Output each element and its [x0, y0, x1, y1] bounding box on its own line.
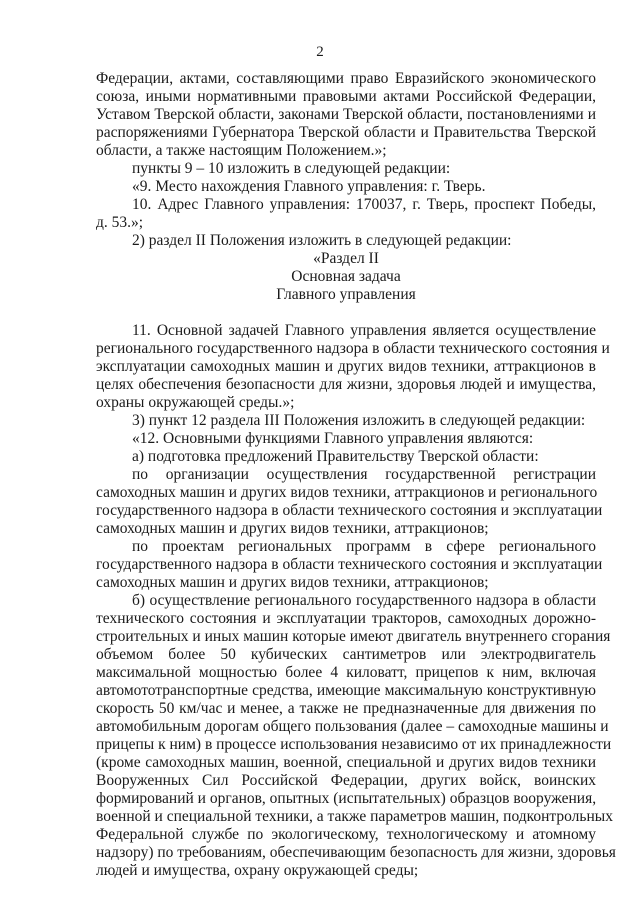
text-line: автомобильным дорогам общего пользования (далее – самоходные машины и [96, 718, 609, 735]
text-line: самоходных машин и других видов техники, аттракционов; [96, 574, 489, 591]
text-line: государственного надзора в области технического состояния и эксплуатации [96, 556, 603, 573]
text-line: «12. Основными функциями Главного управления являются: [132, 430, 534, 447]
text-line: формирований и органов, опытных (испытательных) образцов вооружения, [96, 790, 597, 807]
text-line: Основная задача [291, 268, 401, 285]
text-line: регионального государственного надзора в области технического состояния и [96, 340, 610, 357]
text-line: Уставом Тверской области, законами Тверской области, постановлениями и [96, 106, 596, 123]
text-line: надзору) по требованиям, обеспечивающим безопасность для жизни, здоровья [96, 844, 616, 861]
text-line: распоряжениями Губернатора Тверской области и Правительства Тверской [96, 124, 596, 141]
text-line: «9. Место нахождения Главного управления: г. Тверь. [132, 178, 486, 195]
text-line: д. 53.»; [96, 214, 144, 231]
text-line: Федерации, актами, составляющими право Евразийского экономического [96, 70, 596, 87]
text-line: государственного надзора в области технического состояния и эксплуатации [96, 502, 603, 519]
text-line: Вооруженных Сил Российской Федерации, других войск, воинских [96, 772, 596, 789]
text-line: самоходных машин и других видов техники, аттракционов и регионального [96, 484, 598, 501]
text-line: б) осуществление регионального государственного надзора в области [132, 592, 596, 609]
text-line: технического состояния и эксплуатации тракторов, самоходных дорожно- [96, 610, 596, 627]
text-line: 10. Адрес Главного управления: 170037, г. Тверь, проспект Победы, [132, 196, 596, 213]
text-line: Федеральной службе по экологическому, технологическому и атомному [96, 826, 596, 843]
text-line: военной и специальной техники, а также параметров машин, подконтрольных [96, 808, 613, 825]
text-line: по проектам региональных программ в сфере регионального [132, 538, 596, 555]
page-number: 2 [316, 44, 324, 60]
text-line: пункты 9 – 10 изложить в следующей редакции: [132, 160, 451, 177]
text-line: по организации осуществления государственной регистрации [132, 466, 596, 483]
text-line: объемом более 50 кубических сантиметров или электродвигатель [96, 646, 596, 663]
text-line: самоходных машин и других видов техники, аттракционов; [96, 520, 489, 537]
text-line: прицепы к ним) в процессе использования независимо от их принадлежности [96, 736, 612, 753]
text-line: области, а также настоящим Положением.»; [96, 142, 387, 159]
text-line: людей и имущества, охрану окружающей среды; [96, 862, 419, 879]
text-line: эксплуатации самоходных машин и других видов техники, аттракционов в [96, 358, 596, 375]
text-line: а) подготовка предложений Правительству Тверской области: [132, 448, 539, 465]
paragraph-spacer [96, 304, 596, 322]
text-line: «Раздел II [313, 250, 379, 267]
text-line: (кроме самоходных машин, военной, специальной и других видов техники [96, 754, 596, 771]
text-line: 3) пункт 12 раздела III Положения изложить в следующей редакции: [132, 412, 586, 429]
text-line: охраны окружающей среды.»; [96, 394, 295, 411]
text-line: 11. Основной задачей Главного управления является осуществление [132, 322, 596, 339]
text-line: Главного управления [276, 286, 416, 303]
text-line: строительных и иных машин которые имеют двигатель внутреннего сгорания [96, 628, 611, 645]
text-line: союза, иными нормативными правовыми актами Российской Федерации, [96, 88, 596, 105]
text-line: автомототранспортные средства, имеющие максимальную конструктивную [96, 682, 596, 699]
text-line: скорость 50 км/час и менее, а также не предназначенные для движения по [96, 700, 596, 717]
text-line: целях обеспечения безопасности для жизни, здоровья людей и имущества, [96, 376, 596, 393]
document-body [96, 70, 616, 880]
text-line: максимальной мощностью более 4 киловатт, прицепов к ним, включая [96, 664, 596, 681]
text-line: 2) раздел II Положения изложить в следующей редакции: [132, 232, 512, 249]
